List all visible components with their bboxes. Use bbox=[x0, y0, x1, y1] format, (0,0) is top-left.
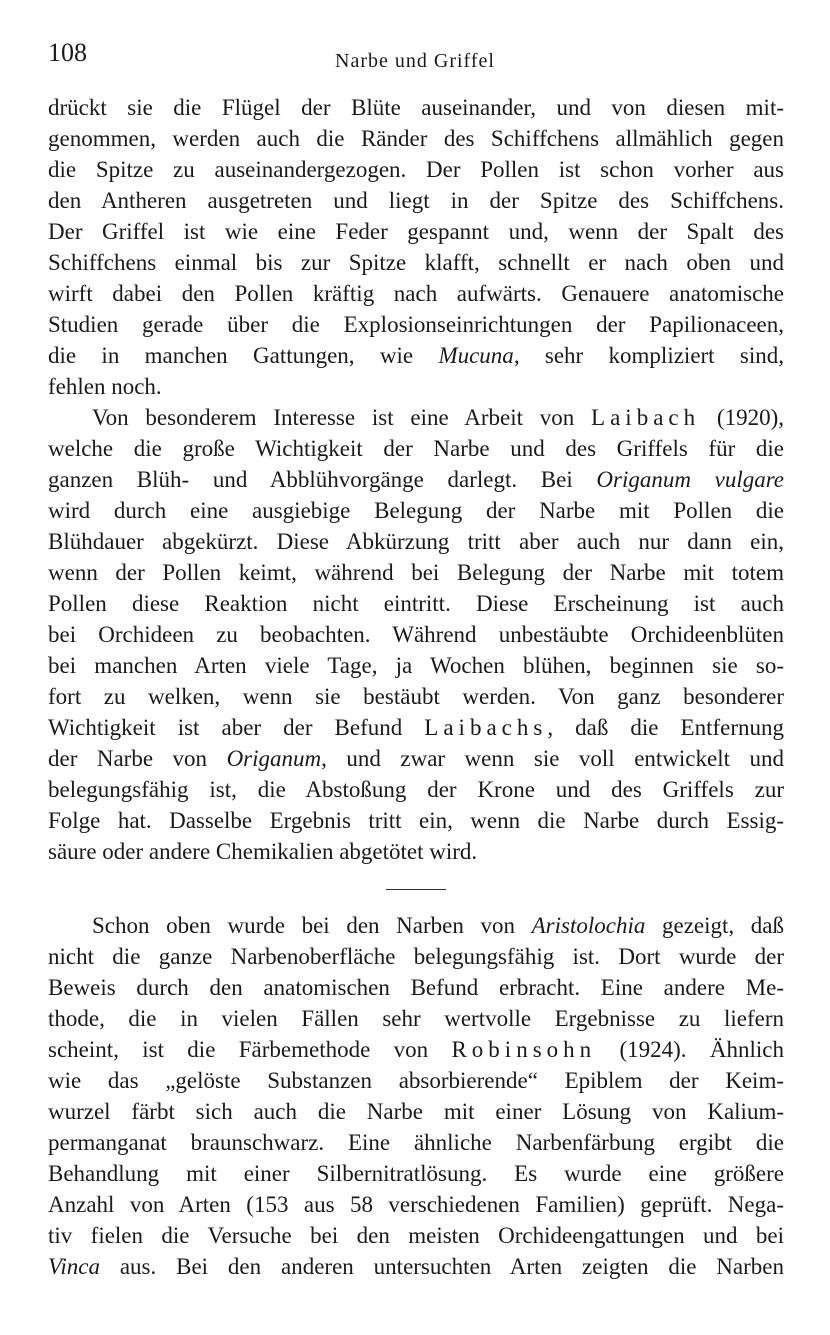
text-line: bei manchen Arten viele Tage, ja Wochen blühen, beginnen sie so- bbox=[48, 653, 784, 678]
text-line: säure oder andere Chemikalien abgetötet wird. bbox=[48, 839, 478, 864]
text-line: die in manchen Gattungen, wie Mucuna, sehr kompliziert sind, bbox=[48, 343, 784, 368]
page-number: 108 bbox=[48, 38, 87, 67]
text-line: thode, die in vielen Fällen sehr wertvolle Ergebnisse zu liefern bbox=[48, 1006, 784, 1031]
genus-name: Aristolochia bbox=[531, 913, 646, 938]
text-line: wirft dabei den Pollen kräftig nach aufwärts. Genauere anatomische bbox=[48, 281, 784, 306]
author-name: Laibachs bbox=[424, 715, 548, 740]
text-line: Schon oben wurde bei den Narben von Aristolochia gezeigt, daß bbox=[92, 913, 784, 938]
text-line: fort zu welken, wenn sie bestäubt werden. Von ganz besonderer bbox=[48, 684, 784, 709]
text-line: wird durch eine ausgiebige Belegung der Narbe mit Pollen die bbox=[48, 498, 784, 523]
text-line: tiv fielen die Versuche bei den meisten Orchideengattungen und bei bbox=[48, 1223, 784, 1248]
text-line: Studien gerade über die Explosionseinrichtungen der Papilionaceen, bbox=[48, 312, 784, 337]
text-line: Wichtigkeit ist aber der Befund Laibachs, daß die Entfernung bbox=[48, 715, 784, 740]
text-line: Behandlung mit einer Silbernitratlösung. Es wurde eine größere bbox=[48, 1161, 784, 1186]
text-line: die Spitze zu auseinandergezogen. Der Pollen ist schon vorher aus bbox=[48, 157, 784, 182]
text-line: permanganat braunschwarz. Eine ähnliche Narbenfärbung ergibt die bbox=[48, 1130, 784, 1155]
section-divider bbox=[386, 889, 446, 890]
text-line: fehlen noch. bbox=[48, 374, 162, 399]
text-line: wie das „gelöste Substanzen absorbierende“ Epiblem der Keim- bbox=[48, 1068, 784, 1093]
text-line: Beweis durch den anatomischen Befund erbracht. Eine andere Me- bbox=[48, 975, 784, 1000]
text-line: Von besonderem Interesse ist eine Arbeit von Laibach (1920), bbox=[92, 405, 784, 430]
body-text bbox=[48, 92, 784, 1282]
text-line: Schiffchens einmal bis zur Spitze klafft, schnellt er nach oben und bbox=[48, 250, 784, 275]
text-line: nicht die ganze Narbenoberfläche belegungsfähig ist. Dort wurde der bbox=[48, 944, 784, 969]
text-line: scheint, ist die Färbemethode von Robinsohn (1924). Ähnlich bbox=[48, 1037, 784, 1062]
text-line: Vinca aus. Bei den anderen untersuchten Arten zeigten die Narben bbox=[48, 1254, 784, 1279]
text-line: Der Griffel ist wie eine Feder gespannt und, wenn der Spalt des bbox=[48, 219, 784, 244]
page-header bbox=[48, 38, 782, 78]
running-title: Narbe und Griffel bbox=[335, 50, 495, 72]
text-line: der Narbe von Origanum, und zwar wenn sie voll entwickelt und bbox=[48, 746, 784, 771]
text-line: wurzel färbt sich auch die Narbe mit einer Lösung von Kalium- bbox=[48, 1099, 784, 1124]
genus-name: Mucuna bbox=[438, 343, 514, 368]
species-name: Origanum vulgare bbox=[596, 467, 784, 492]
genus-name: Origanum, bbox=[226, 746, 327, 771]
text-line: welche die große Wichtigkeit der Narbe und des Griffels für die bbox=[48, 436, 784, 461]
text-line: Pollen diese Reaktion nicht eintritt. Diese Erscheinung ist auch bbox=[48, 591, 784, 616]
text-line: drückt sie die Flügel der Blüte auseinander, und von diesen mit- bbox=[48, 95, 784, 120]
text-line: bei Orchideen zu beobachten. Während unbestäubte Orchideenblüten bbox=[48, 622, 784, 647]
text-line: belegungsfähig ist, die Abstoßung der Krone und des Griffels zur bbox=[48, 777, 784, 802]
text-line: ganzen Blüh- und Abblühvorgänge darlegt. Bei Origanum vulgare bbox=[48, 467, 784, 492]
genus-name: Vinca bbox=[48, 1254, 100, 1279]
text-line: wenn der Pollen keimt, während bei Belegung der Narbe mit totem bbox=[48, 560, 784, 585]
text-line: den Antheren ausgetreten und liegt in der Spitze des Schiffchens. bbox=[48, 188, 784, 213]
text-line: genommen, werden auch die Ränder des Schiffchens allmählich gegen bbox=[48, 126, 784, 151]
author-name: Robinsohn bbox=[451, 1037, 597, 1062]
author-name: Laibach bbox=[591, 405, 701, 430]
text-line: Anzahl von Arten (153 aus 58 verschiedenen Familien) geprüft. Nega- bbox=[48, 1192, 784, 1217]
text-line: Folge hat. Dasselbe Ergebnis tritt ein, wenn die Narbe durch Essig- bbox=[48, 808, 784, 833]
text-line: Blühdauer abgekürzt. Diese Abkürzung tritt aber auch nur dann ein, bbox=[48, 529, 784, 554]
